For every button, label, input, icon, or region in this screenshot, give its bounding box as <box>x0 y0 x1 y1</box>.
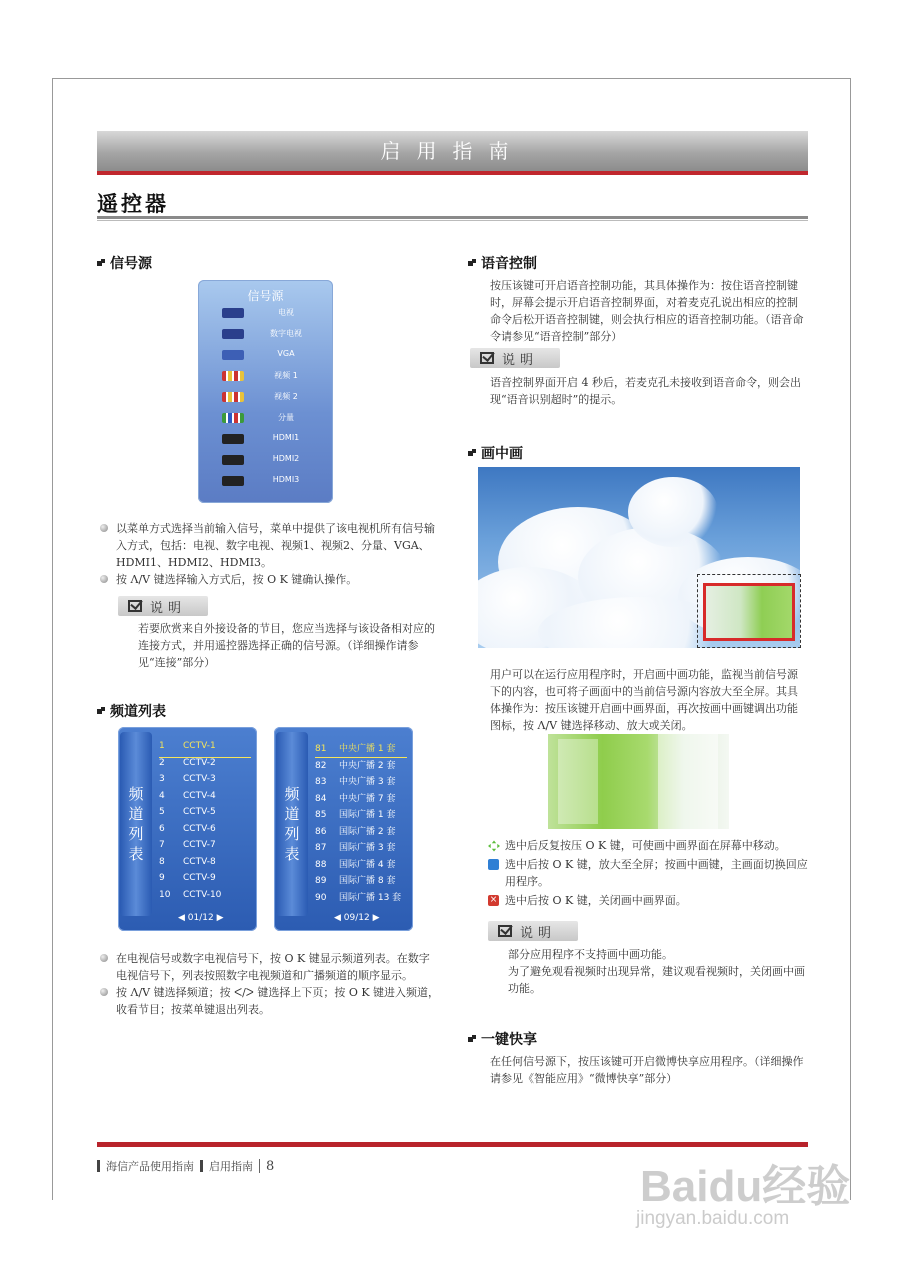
page-indicator: 09/12 <box>343 913 370 923</box>
pip-item-close <box>488 892 808 909</box>
footer-chapter: 启用指南 <box>209 1160 253 1173</box>
pip-item-fullscreen <box>488 856 808 890</box>
channel-row[interactable] <box>315 758 407 774</box>
side-char: 道 <box>284 805 300 823</box>
bullet-item: 按 Λ/V 键选择频道；按 ᐸ/ᐳ 键选择上下页；按 O K 键进入频道，收看节目；按菜单键退出列表。 <box>100 984 440 1018</box>
source-menu-item[interactable] <box>198 429 333 450</box>
voice-note-text: 语音控制界面开启 4 秒后，若麦克孔未接收到语音命令，则会出现“语音识别超时”的提示。 <box>490 376 801 406</box>
channel-name: CCTV-8 <box>183 856 216 867</box>
channel-row[interactable] <box>315 741 407 758</box>
pip-app-screenshot <box>548 734 729 829</box>
hdmi-icon <box>222 455 244 465</box>
heading-bullet-icon <box>468 449 477 458</box>
source-menu-label: 视频 2 <box>274 392 298 401</box>
channel-name: 中央广播 3 套 <box>339 777 396 787</box>
channel-row[interactable] <box>159 791 251 807</box>
channel-name: 中央广播 2 套 <box>339 760 396 771</box>
channel-number: 84 <box>315 793 327 804</box>
channel-row[interactable] <box>315 791 407 807</box>
page-border-right <box>850 78 851 1200</box>
source-menu-item[interactable] <box>198 450 333 471</box>
channel-row[interactable] <box>159 890 251 906</box>
channel-name: 国际广播 8 套 <box>339 876 396 886</box>
channel-name: CCTV-4 <box>183 790 216 801</box>
channel-row[interactable] <box>159 774 251 790</box>
page-border-left <box>52 78 53 1200</box>
source-menu-item[interactable] <box>198 366 333 387</box>
source-heading-text: 信号源 <box>110 256 152 272</box>
source-menu-item[interactable] <box>198 408 333 429</box>
bullet-item: 以菜单方式选择当前输入信号，菜单中提供了该电视机所有信号输入方式，包括：电视、数字电视、视频1、视频2、分量、VGA、HDMI1、HDMI2、HDMI3。 <box>100 520 440 571</box>
pip-item-text: 选中后反复按压 O K 键，可使画中画界面在屏幕中移动。 <box>505 839 786 852</box>
channel-number: 4 <box>159 790 165 801</box>
channel-number: 7 <box>159 840 165 850</box>
share-heading-text: 一键快享 <box>481 1032 537 1048</box>
source-heading <box>97 253 152 273</box>
channel-number: 85 <box>315 810 327 820</box>
source-menu-item[interactable] <box>198 345 333 366</box>
channel-name: CCTV-10 <box>183 889 222 900</box>
channel-row[interactable] <box>159 758 251 774</box>
source-menu-label: 电视 <box>278 308 294 317</box>
channel-name: 国际广播 3 套 <box>339 843 396 853</box>
source-menu-item[interactable] <box>198 471 333 492</box>
channel-number: 3 <box>159 774 165 784</box>
heading-bullet-icon <box>468 259 477 268</box>
heading-bullet-icon <box>468 1035 477 1044</box>
next-page-icon[interactable]: ▶ <box>216 913 224 923</box>
channel-number: 81 <box>315 744 327 754</box>
channel-row[interactable] <box>315 807 407 823</box>
channel-name: 国际广播 2 套 <box>339 826 396 837</box>
channel-row[interactable] <box>159 807 251 823</box>
footer-book-title: 海信产品使用指南 <box>106 1160 194 1173</box>
next-page-icon[interactable]: ▶ <box>372 913 380 923</box>
note-check-icon <box>498 925 512 937</box>
prev-page-icon[interactable]: ◀ <box>334 913 341 923</box>
side-char: 列 <box>128 825 144 843</box>
vga-icon <box>222 350 244 360</box>
note-tag <box>488 921 578 941</box>
fullscreen-icon <box>488 859 499 870</box>
av-icon <box>222 371 244 381</box>
footer-rule <box>97 1142 808 1147</box>
pip-text: 用户可以在运行应用程序时，开启画中画功能，监视当前信号源下的内容，也可将子画面中的当前信号源内容放大至全屏。其具体操作为：按压该键开启画中画界面，再次按画中画键调出功能图标，按 Λ/V 键选择移动、放大或关闭。 <box>490 668 798 732</box>
side-char: 列 <box>284 825 300 843</box>
watermark-logo: Baidu经验 <box>640 1162 851 1211</box>
pip-item-move <box>488 837 808 854</box>
channel-list-side-label-left <box>120 732 152 916</box>
pip-item-text: 选中后按 O K 键，放大至全屏；按画中画键，主画面切换回应用程序。 <box>505 858 808 888</box>
share-text: 在任何信号源下，按压该键可开启微博快享应用程序。（详细操作请参见《智能应用》“微博快享”部分） <box>490 1055 804 1085</box>
source-note-text: 若要欣赏来自外接设备的节目，您应当选择与该设备相对应的连接方式，并用遥控器选择正确的信号源。（详细操作请参见“连接”部分） <box>138 622 435 669</box>
voice-heading-text: 语音控制 <box>481 256 537 272</box>
channel-row[interactable] <box>315 873 407 889</box>
source-menu-label: HDMI3 <box>272 475 300 484</box>
channel-row[interactable] <box>159 873 251 889</box>
hdmi-icon <box>222 476 244 486</box>
channel-name: CCTV-9 <box>183 873 216 883</box>
channel-name: CCTV-1 <box>183 741 216 751</box>
move-icon <box>488 840 500 852</box>
section-title: 遥控器 <box>97 192 169 216</box>
source-menu-label: 数字电视 <box>270 329 302 338</box>
side-char: 表 <box>284 845 300 863</box>
footer-divider <box>200 1160 203 1172</box>
channel-row[interactable] <box>159 840 251 856</box>
channel-number: 9 <box>159 873 165 883</box>
share-heading <box>468 1029 537 1049</box>
channel-row[interactable] <box>315 824 407 840</box>
watermark-url: jingyan.baidu.com <box>636 1208 790 1229</box>
av-icon <box>222 392 244 402</box>
channel-number: 89 <box>315 876 327 886</box>
channel-row[interactable] <box>159 824 251 840</box>
channel-name: 国际广播 13 套 <box>339 892 402 903</box>
channel-row[interactable] <box>315 857 407 873</box>
channel-number: 82 <box>315 760 327 771</box>
channel-name: 中央广播 1 套 <box>339 744 396 754</box>
source-menu-title: 信号源 <box>247 289 284 303</box>
side-char: 表 <box>128 845 144 863</box>
pip-heading-text: 画中画 <box>481 446 523 462</box>
channel-name: CCTV-6 <box>183 823 216 834</box>
heading-bullet-icon <box>97 259 106 268</box>
note-label: 说明 <box>150 600 187 616</box>
channel-number: 88 <box>315 859 327 870</box>
note-line: 为了避免观看视频时出现异常，建议观看视频时，关闭画中画功能。 <box>508 965 805 995</box>
note-tag <box>470 348 560 368</box>
channel-row[interactable] <box>315 890 407 906</box>
channel-list-heading <box>97 701 166 721</box>
channel-number: 1 <box>159 741 165 751</box>
channel-name: 中央广播 7 套 <box>339 793 396 804</box>
tv-icon <box>222 308 244 318</box>
pip-sub-window[interactable] <box>703 583 795 641</box>
channel-row[interactable] <box>159 857 251 873</box>
component-icon <box>222 413 244 423</box>
note-check-icon <box>128 600 142 612</box>
side-char: 频 <box>128 785 144 803</box>
note-line: 部分应用程序不支持画中画功能。 <box>508 948 673 961</box>
source-bullets <box>100 520 440 588</box>
channel-row[interactable] <box>159 741 251 758</box>
channel-list-side-label-right <box>276 732 308 916</box>
header-title: 启用指南 <box>380 139 525 163</box>
pip-icon-list <box>488 837 808 909</box>
close-icon: × <box>489 895 498 905</box>
source-menu-label: HDMI2 <box>272 454 300 463</box>
note-label: 说明 <box>502 352 539 368</box>
channel-name: CCTV-7 <box>183 840 216 850</box>
source-menu-label: HDMI1 <box>272 433 300 442</box>
channel-number: 86 <box>315 826 327 837</box>
channel-name: CCTV-3 <box>183 774 216 784</box>
channel-number: 8 <box>159 856 165 867</box>
voice-heading <box>468 253 537 273</box>
prev-page-icon[interactable]: ◀ <box>178 913 185 923</box>
channel-pager-left[interactable] <box>178 913 224 923</box>
source-menu-item[interactable] <box>198 303 333 324</box>
source-menu-label: 分量 <box>278 413 294 422</box>
heading-bullet-icon <box>97 707 106 716</box>
channel-name: 国际广播 1 套 <box>339 810 396 820</box>
pip-heading <box>468 443 523 463</box>
channel-number: 2 <box>159 757 165 768</box>
bullet-item: 在电视信号或数字电视信号下，按 O K 键显示频道列表。在数字电视信号下，列表按照数字电视频道和广播频道的顺序显示。 <box>100 950 440 984</box>
source-menu-label: VGA <box>277 349 295 358</box>
channel-row[interactable] <box>315 774 407 790</box>
channel-pager-right[interactable] <box>334 913 380 923</box>
note-tag <box>118 596 208 616</box>
page-border-top <box>52 78 851 79</box>
channel-number: 5 <box>159 807 165 817</box>
dtv-icon <box>222 329 244 339</box>
footer-divider <box>97 1160 100 1172</box>
note-label: 说明 <box>520 925 557 941</box>
channel-number: 83 <box>315 777 327 787</box>
source-menu-item[interactable] <box>198 387 333 408</box>
note-check-icon <box>480 352 494 364</box>
side-char: 道 <box>128 805 144 823</box>
section-rule-thin <box>97 220 808 221</box>
channel-name: CCTV-5 <box>183 807 216 817</box>
channel-number: 90 <box>315 892 327 903</box>
hdmi-icon <box>222 434 244 444</box>
section-rule <box>97 216 808 219</box>
source-menu-item[interactable] <box>198 324 333 345</box>
page-number: 8 <box>266 1158 275 1174</box>
voice-text: 按压该键可开启语音控制功能，其具体操作为：按住语音控制键时，屏幕会提示开启语音控制界面，对着麦克孔说出相应的控制命令后松开语音控制键，则会执行相应的语音控制功能。（语音命令请参见“语音控制”部分） <box>490 279 804 343</box>
channel-number: 87 <box>315 843 327 853</box>
bullet-item: 按 Λ/V 键选择输入方式后，按 O K 键确认操作。 <box>100 571 440 588</box>
channel-number: 10 <box>159 889 171 900</box>
channel-name: 国际广播 4 套 <box>339 859 396 870</box>
channel-row[interactable] <box>315 840 407 856</box>
pip-note-text <box>508 946 808 997</box>
source-menu-label: 视频 1 <box>274 371 298 380</box>
footer <box>97 1158 274 1174</box>
pip-item-text: 选中后按 O K 键，关闭画中画界面。 <box>505 894 687 907</box>
channel-bullets <box>100 950 440 1018</box>
channel-list-heading-text: 频道列表 <box>110 704 166 720</box>
channel-name: CCTV-2 <box>183 757 216 768</box>
footer-divider <box>259 1159 260 1173</box>
side-char: 频 <box>284 785 300 803</box>
channel-number: 6 <box>159 823 165 834</box>
page-indicator: 01/12 <box>187 913 214 923</box>
